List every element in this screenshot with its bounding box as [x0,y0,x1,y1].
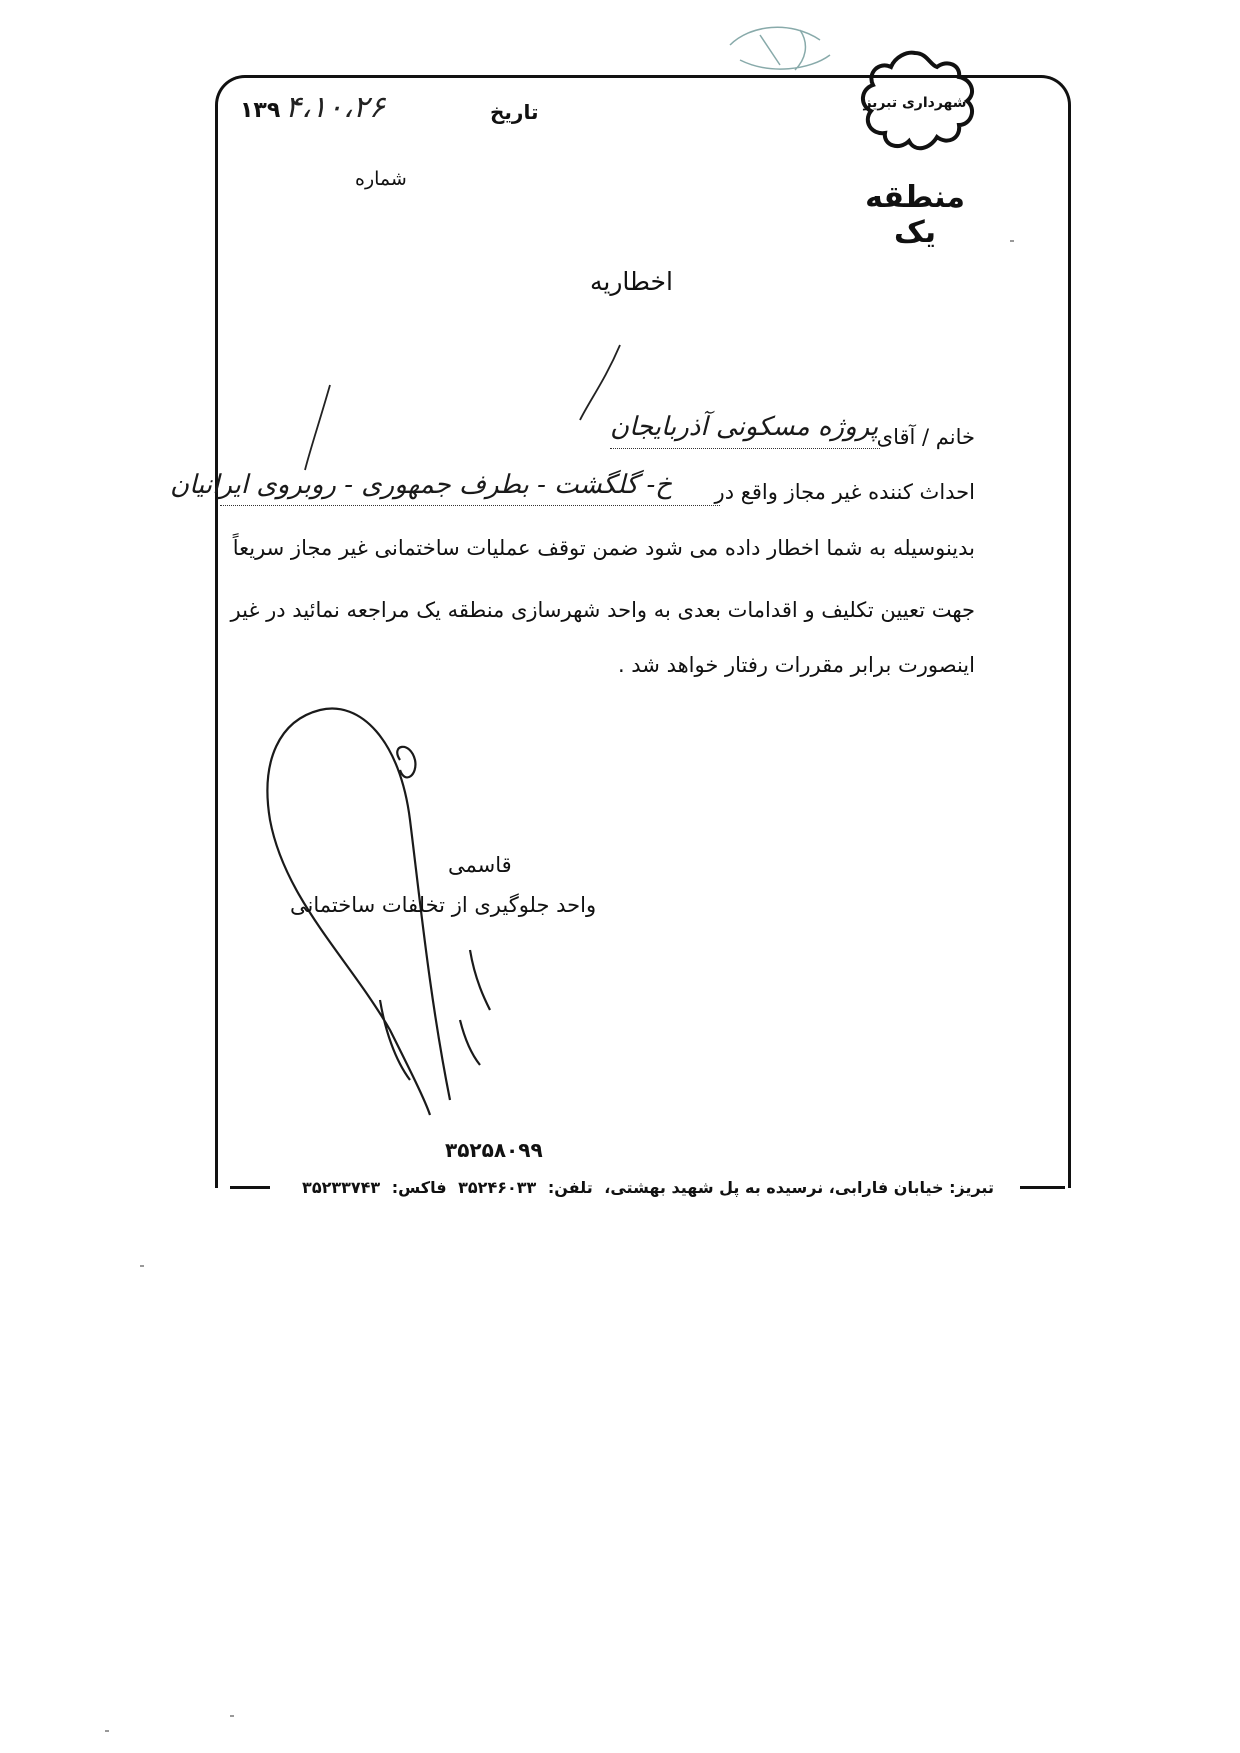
footer-fax: ۳۵۲۳۳۷۴۳ [302,1178,381,1197]
scan-speck [1010,240,1014,242]
extra-phone-number: ۳۵۲۵۸۰۹۹ [445,1138,543,1162]
municipality-logo-icon [845,45,985,155]
scan-speck [140,1265,144,1267]
addressee-dotted-line [610,448,880,449]
number-label: شماره [355,168,407,190]
body-line-3: اینصورت برابر مقررات رفتار خواهد شد . [617,653,975,677]
addressee-line [877,425,975,449]
scan-speck [105,1730,109,1732]
footer-contact [278,1178,1018,1197]
location-line [715,480,975,504]
region-name: منطقه یک [865,180,965,250]
handwritten-slash-marks [300,340,660,530]
location-prefix: احداث کننده غیر مجاز واقع در [714,480,975,504]
notice-title: اخطاریه [590,267,673,296]
footer-phone-label: تلفن: [547,1178,593,1197]
addressee-handwritten: پروژه مسکونی آذربایجان [610,412,879,442]
addressee-label: خانم / آقای [876,425,975,449]
frame-bottom-line-left [230,1186,270,1189]
signer-unit: واحد جلوگیری از تخلفات ساختمانی [290,893,597,917]
footer-fax-label: فاکس: [391,1178,447,1197]
date-handwritten: ۴،۱۰،۲۶ [285,90,385,125]
logo-emblem-text: شهرداری تبریز [863,95,967,111]
body-line-2: جهت تعیین تکلیف و اقدامات بعدی به واحد شهرسازی منطقه یک مراجعه نمائید در غیر [230,598,975,622]
scan-speck [230,1715,234,1717]
top-scribble-mark [710,15,850,85]
signer-name: قاسمی [448,853,512,877]
date-label: تاریخ [490,100,539,124]
location-dotted-line [220,505,720,506]
frame-bottom-line-right [1020,1186,1065,1189]
location-handwritten: خ- گلگشت - بطرف جمهوری - روبروی ایرانیان [170,470,673,500]
footer-address: تبریز: خیابان فارابی، نرسیده به پل شهید بهشتی، [604,1178,994,1197]
date-year-prefix: ۱۳۹ [240,98,281,123]
body-line-1: بدینوسیله به شما اخطار داده می شود ضمن توقف عملیات ساختمانی غیر مجاز سریعاً [232,536,975,560]
footer-phone: ۳۵۲۴۶۰۳۳ [458,1178,537,1197]
